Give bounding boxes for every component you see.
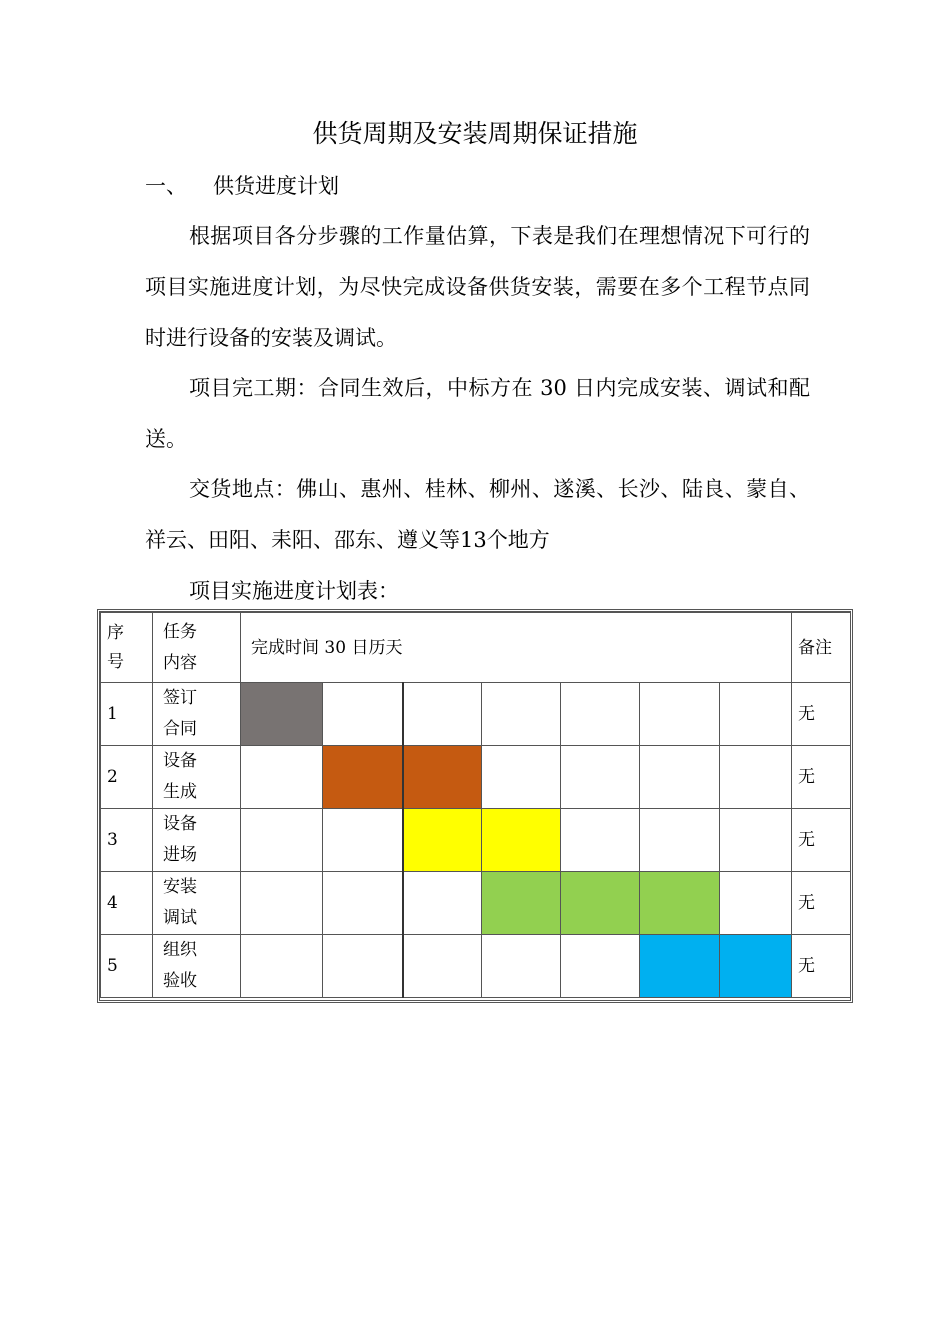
timeline-cell <box>561 683 640 746</box>
table-row <box>101 872 851 935</box>
timeline-cell <box>640 872 720 935</box>
row-task-line: 签订 <box>163 688 197 708</box>
timeline-cell <box>561 746 640 809</box>
section-title: 供货进度计划 <box>213 174 339 198</box>
timeline-cell <box>241 809 323 872</box>
row-seq-number: 2 <box>101 746 153 809</box>
row-seq-number: 5 <box>101 935 153 998</box>
timeline-cell <box>323 935 403 998</box>
row-note: 无 <box>792 809 851 872</box>
timeline-cell <box>640 809 720 872</box>
row-task <box>153 872 241 935</box>
timeline-cell <box>403 872 482 935</box>
row-task-line: 进场 <box>163 845 197 865</box>
timeline-cell <box>403 935 482 998</box>
row-task <box>153 746 241 809</box>
timeline-cell <box>482 935 561 998</box>
row-seq-number: 1 <box>101 683 153 746</box>
row-task <box>153 683 241 746</box>
row-note: 无 <box>792 683 851 746</box>
section-number: 一、 <box>145 174 187 198</box>
timeline-cell <box>561 872 640 935</box>
row-task-line: 调试 <box>163 908 197 928</box>
table-header-row <box>101 613 851 683</box>
document-title: 供货周期及安装周期保证措施 <box>312 119 638 148</box>
table-row <box>101 683 851 746</box>
timeline-cell <box>720 935 792 998</box>
timeline-cell <box>482 746 561 809</box>
timeline-cell <box>241 872 323 935</box>
timeline-cell <box>323 872 403 935</box>
header-task <box>153 613 241 683</box>
paragraph-delivery-locations: 交货地点：佛山、惠州、桂林、柳州、遂溪、长沙、陆良、蒙自、祥云、田阳、耒阳、邵东、遵义等13个地方 <box>145 477 810 552</box>
row-task-line: 组织 <box>163 940 197 960</box>
row-note: 无 <box>792 872 851 935</box>
header-period: 完成时间 30 日历天 <box>241 613 792 683</box>
paragraph-completion-period: 项目完工期：合同生效后，中标方在 30 日内完成安装、调试和配送。 <box>145 376 810 451</box>
timeline-cell <box>640 935 720 998</box>
paragraph-intro: 根据项目各分步骤的工作量估算，下表是我们在理想情况下可行的项目实施进度计划，为尽快完成设备供货安装，需要在多个工程节点同时进行设备的安装及调试。 <box>145 224 810 350</box>
row-task-line: 合同 <box>163 719 197 739</box>
timeline-cell <box>720 746 792 809</box>
row-task <box>153 809 241 872</box>
timeline-cell <box>720 872 792 935</box>
row-task-line: 设备 <box>163 814 197 834</box>
row-task-line: 安装 <box>163 877 197 897</box>
timeline-cell <box>403 809 482 872</box>
row-note: 无 <box>792 746 851 809</box>
table-row <box>101 809 851 872</box>
timeline-cell <box>561 809 640 872</box>
timeline-cell <box>403 746 482 809</box>
timeline-cell <box>482 683 561 746</box>
timeline-cell <box>323 683 403 746</box>
timeline-cell <box>720 809 792 872</box>
timeline-cell <box>241 746 323 809</box>
timeline-cell <box>241 935 323 998</box>
row-task-line: 生成 <box>163 782 197 802</box>
row-seq-number: 4 <box>101 872 153 935</box>
timeline-cell <box>482 872 561 935</box>
timeline-cell <box>561 935 640 998</box>
header-note: 备注 <box>792 613 851 683</box>
row-note: 无 <box>792 935 851 998</box>
timeline-cell <box>640 746 720 809</box>
row-task-line: 验收 <box>163 971 197 991</box>
schedule-table-frame <box>97 609 853 1003</box>
timeline-cell <box>241 683 323 746</box>
header-seq-number-text: 序号 <box>107 622 124 672</box>
header-task-text: 任务内容 <box>163 621 197 673</box>
table-row <box>101 746 851 809</box>
row-task <box>153 935 241 998</box>
header-seq-number <box>101 613 153 683</box>
row-seq-number: 3 <box>101 809 153 872</box>
timeline-cell <box>720 683 792 746</box>
timeline-cell <box>403 683 482 746</box>
paragraph-table-caption: 项目实施进度计划表： <box>189 579 399 603</box>
timeline-cell <box>640 683 720 746</box>
timeline-cell <box>323 746 403 809</box>
table-body <box>101 683 851 998</box>
row-task-line: 设备 <box>163 751 197 771</box>
table-row <box>101 935 851 998</box>
section-heading <box>145 170 339 202</box>
timeline-cell <box>323 809 403 872</box>
schedule-table <box>100 612 851 998</box>
timeline-cell <box>482 809 561 872</box>
